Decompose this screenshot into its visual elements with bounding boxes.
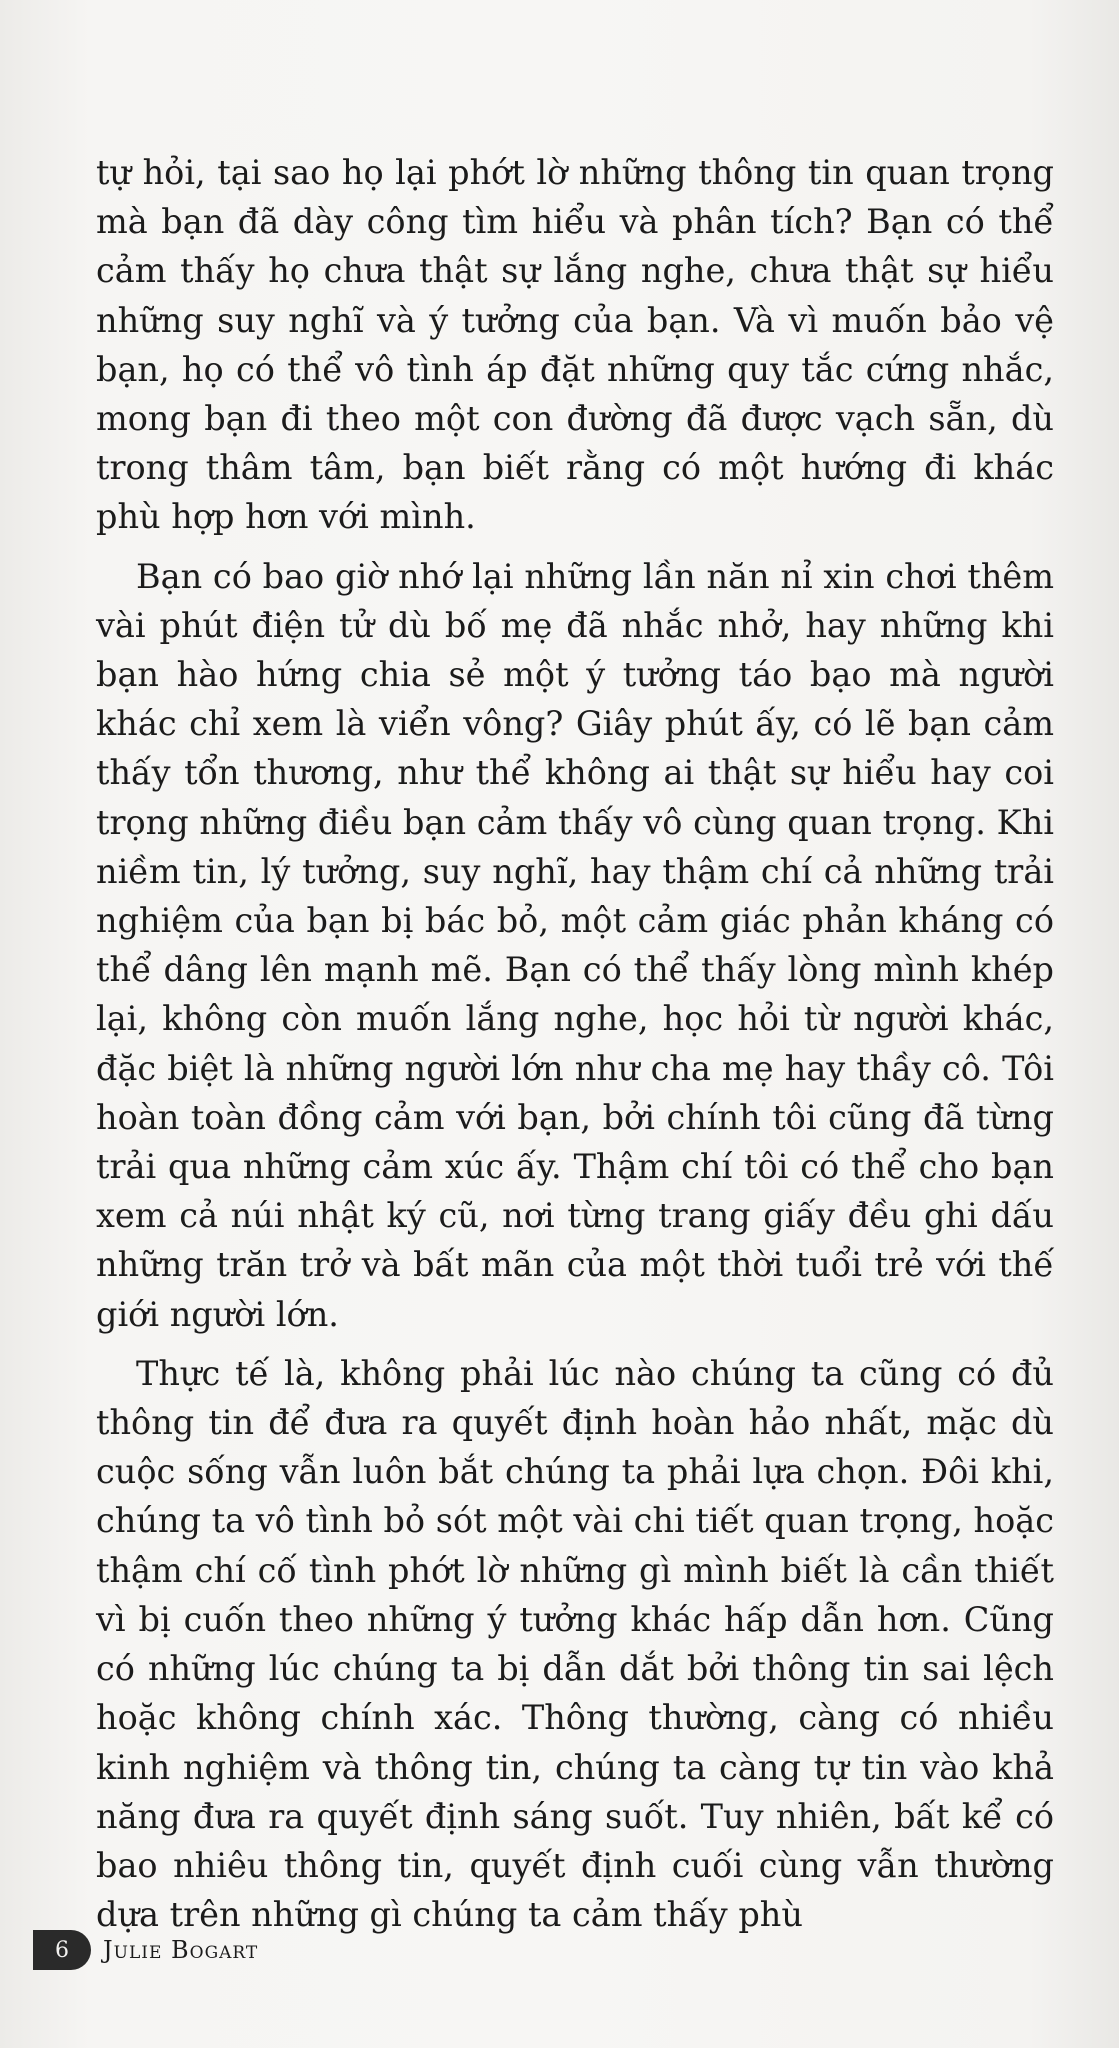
page-number-badge bbox=[33, 1930, 91, 1970]
paragraph-2: Bạn có bao giờ nhớ lại những lần năn nỉ xin chơi thêm vài phút điện tử dù bố mẹ đã nhắc nhở, hay những khi bạn hào hứng chia sẻ một ý tưởng táo bạo mà người khác chỉ xem là viển vông? Giây phút ấy, có lẽ bạn cảm thấy tổn thương, như thể không ai thật sự hiểu hay coi trọng những điều bạn cảm thấy vô cùng quan trọng. Khi niềm tin, lý tưởng, suy nghĩ, hay thậm chí cả những trải nghiệm của bạn bị bác bỏ, một cảm giác phản kháng có thể dâng lên mạnh mẽ. Bạn có thể thấy lòng mình khép lại, không còn muốn lắng nghe, học hỏi từ người khác, đặc biệt là những người lớn như cha mẹ hay thầy cô. Tôi hoàn toàn đồng cảm với bạn, bởi chính tôi cũng đã từng trải qua những cảm xúc ấy. Thậm chí tôi có thể cho bạn xem cả núi nhật ký cũ, nơi từng trang giấy đều ghi dấu những trăn trở và bất mãn của một thời tuổi trẻ với thế giới người lớn. bbox=[96, 556, 1054, 1334]
page-number: 6 bbox=[55, 1937, 69, 1963]
paragraph-1: tự hỏi, tại sao họ lại phớt lờ những thông tin quan trọng mà bạn đã dày công tìm hiểu và phân tích? Bạn có thể cảm thấy họ chưa thật sự lắng nghe, chưa thật sự hiểu những suy nghĩ và ý tưởng của bạn. Và vì muốn bảo vệ bạn, họ có thể vô tình áp đặt những quy tắc cứng nhắc, mong bạn đi theo một con đường đã được vạch sẵn, dù trong thâm tâm, bạn biết rằng có một hướng đi khác phù hợp hơn với mình. bbox=[96, 153, 1054, 537]
body-text bbox=[96, 148, 1054, 1949]
page-footer bbox=[33, 1928, 258, 1972]
paragraph-3: Thực tế là, không phải lúc nào chúng ta cũng có đủ thông tin để đưa ra quyết định hoàn hảo nhất, mặc dù cuộc sống vẫn luôn bắt chúng ta phải lựa chọn. Đôi khi, chúng ta vô tình bỏ sót một vài chi tiết quan trọng, hoặc thậm chí cố tình phớt lờ những gì mình biết là cần thiết vì bị cuốn theo những ý tưởng khác hấp dẫn hơn. Cũng có những lúc chúng ta bị dẫn dắt bởi thông tin sai lệch hoặc không chính xác. Thông thường, càng có nhiều kinh nghiệm và thông tin, chúng ta càng tự tin vào khả năng đưa ra quyết định sáng suốt. Tuy nhiên, bất kể có bao nhiêu thông tin, quyết định cuối cùng vẫn thường dựa trên những gì chúng ta cảm thấy phù bbox=[96, 1353, 1054, 1935]
author-name: Julie Bogart bbox=[103, 1936, 259, 1964]
